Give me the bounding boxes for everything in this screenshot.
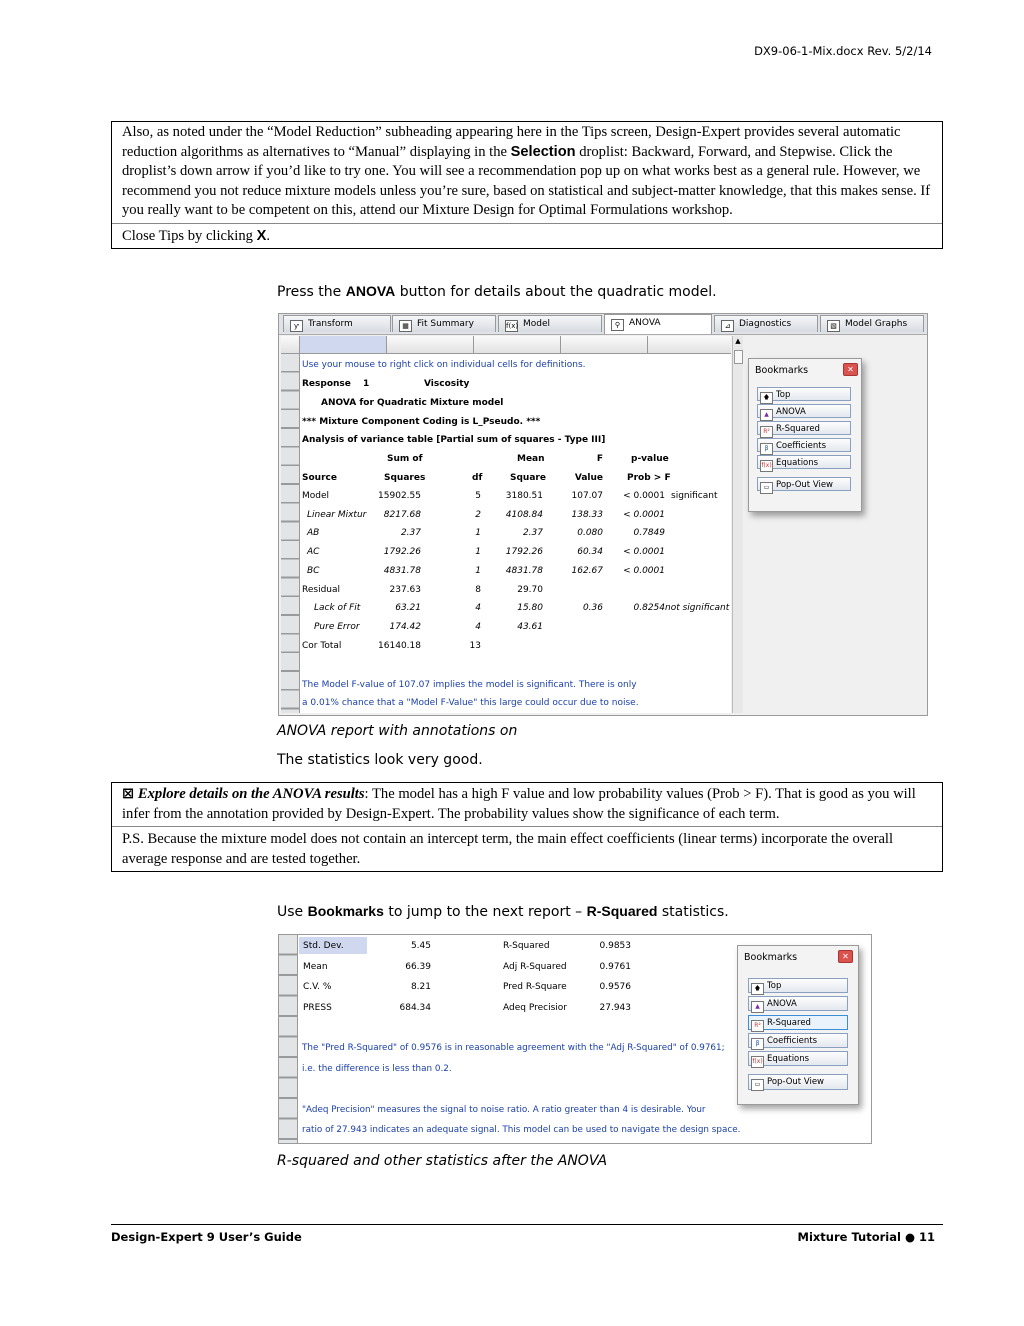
header-doc-ref: DX9-06-1-Mix.docx Rev. 5/2/14 — [754, 44, 932, 58]
tab-bar — [279, 314, 927, 335]
coding-text: *** Mixture Component Coding is L_Pseudo. *** — [302, 417, 541, 427]
column-header-strip — [281, 336, 731, 354]
bookmarks-panel — [748, 358, 862, 512]
rsq-cell-l[interactable]: Mean — [303, 961, 328, 972]
equations-icon: f(x) — [760, 460, 773, 472]
instruction-bookmarks: Use Bookmarks to jump to the next report – R-Squared statistics. — [277, 903, 729, 920]
r-squared-icon: R² — [760, 426, 773, 438]
caption-anova: ANOVA report with annotations on — [277, 723, 518, 739]
diagnostics-icon: ⊿ — [721, 320, 734, 332]
scroll-up-arrow-icon[interactable]: ▲ — [735, 337, 741, 345]
instruction-anova: Press the ANOVA button for details about the quadratic model. — [277, 283, 717, 300]
page-footer — [111, 1224, 943, 1244]
anova-cell-source[interactable]: Linear Mixtur — [307, 509, 367, 520]
bookmark-popout-button[interactable]: ▭ Pop-Out View — [757, 477, 851, 491]
anova-cell-source[interactable]: AB — [307, 528, 320, 539]
anova-cell-source[interactable]: Residual — [302, 584, 341, 595]
bookmark-r-squared-button[interactable]: R² R-Squared — [757, 421, 851, 435]
bookmarks-close-icon[interactable]: ✕ — [843, 363, 858, 376]
head-prob-f: Prob > F — [627, 473, 671, 483]
rsq-cell-rv[interactable]: 27.943 — [599, 1002, 631, 1013]
hint-text: Use your mouse to right click on individual cells for definitions. — [302, 360, 586, 370]
anova-cell-f[interactable]: 0.080 — [577, 528, 603, 539]
anova-cell-p[interactable]: < 0.0001 — [623, 491, 665, 501]
anova-cell-ss[interactable]: 174.42 — [389, 621, 421, 632]
rsq-cell-lv[interactable]: 684.34 — [399, 1002, 431, 1013]
close-x-term: X — [256, 227, 267, 244]
anova-cell-ss[interactable]: 8217.68 — [383, 509, 421, 520]
tab-diagnostics[interactable]: ⊿ Diagnostics — [714, 315, 818, 332]
anova-cell-ms[interactable]: 4108.84 — [505, 509, 543, 520]
rsq-note-1: The "Pred R-Squared" of 0.9576 is in reasonable agreement with the "Adj R-Squared" of 0.9761; — [302, 1043, 725, 1053]
tab-transform[interactable]: ƴ Transform — [283, 315, 391, 332]
anova-cell-df[interactable]: 2 — [475, 509, 481, 520]
tab-model[interactable]: f(x) Model — [498, 315, 602, 332]
rsq-note-3: "Adeq Precision" measures the signal to noise ratio. A ratio greater than 4 is desirable. Your — [302, 1105, 706, 1115]
rsq-cell-rv[interactable]: 0.9576 — [599, 982, 631, 992]
anova-screenshot — [278, 313, 928, 716]
anova-cell-ms[interactable]: 29.70 — [517, 584, 543, 595]
anova-cell-p[interactable]: 0.8254 — [633, 603, 665, 614]
r-squared-term: R-Squared — [586, 903, 658, 919]
anova-cell-note[interactable]: significant — [671, 491, 718, 501]
transform-icon: ƴ — [290, 320, 303, 332]
tip-box-model-reduction — [111, 121, 943, 249]
anova-icon: ▲ — [760, 409, 773, 421]
rsq-cell-l[interactable]: C.V. % — [303, 982, 332, 992]
rsq-cell-r[interactable]: Adj R-Squared — [503, 961, 567, 972]
r-squared-icon: R² — [751, 1020, 764, 1032]
anova-cell-p[interactable]: < 0.0001 — [623, 547, 665, 558]
equations-icon: f(x) — [751, 1056, 764, 1068]
rsq-cell-lv[interactable]: 5.45 — [410, 941, 431, 951]
bookmark-anova-button[interactable]: ▲ ANOVA — [748, 996, 848, 1011]
tip-paragraph: ⊠ Explore details on the ANOVA results: The model has a high F value and low probability values (Prob > F). That is good as you will infer from the annotation provided by Design-Expert. The probability values show the significance of each term. — [122, 785, 916, 822]
rsq-cell-l[interactable]: PRESS — [303, 1002, 332, 1013]
scroll-thumb[interactable] — [734, 350, 743, 364]
rsq-note-2: i.e. the difference is less than 0.2. — [302, 1064, 452, 1074]
response-number: 1 — [363, 379, 370, 389]
statistics-line: The statistics look very good. — [277, 752, 483, 768]
anova-cell-ss[interactable]: 237.63 — [389, 584, 421, 595]
anova-cell-source[interactable]: Model — [302, 491, 330, 501]
anova-grid[interactable] — [281, 336, 731, 713]
tip-ps-paragraph: P.S. Because the mixture model does not contain an intercept term, the main effect coefficients (linear terms) incorporate the overall average response and are tested together. — [112, 826, 942, 871]
head-df: df — [472, 473, 483, 483]
tip-box-icon: ⊠ — [122, 785, 135, 802]
anova-cell-f[interactable]: 107.07 — [571, 491, 603, 501]
response-name: Viscosity — [424, 379, 470, 389]
top-arrow-icon: 🡅 — [751, 983, 764, 995]
anova-cell-ms[interactable]: 2.37 — [522, 528, 543, 539]
rsq-cell-lv[interactable]: 66.39 — [405, 961, 431, 972]
head-source: Source — [302, 473, 337, 483]
anova-cell-source[interactable]: Cor Total — [302, 640, 342, 651]
coefficients-icon: β — [760, 443, 773, 455]
row-header-column — [279, 935, 298, 1143]
bookmark-anova-button[interactable]: ▲ ANOVA — [757, 404, 851, 418]
anova-cell-p[interactable]: 0.7849 — [633, 528, 665, 539]
anova-cell-f[interactable]: 0.36 — [582, 603, 603, 614]
anova-cell-ss[interactable]: 1792.26 — [383, 547, 421, 558]
head-squares: Squares — [384, 473, 426, 483]
bookmarks-term: Bookmarks — [307, 903, 384, 919]
bookmarks-title: Bookmarks — [755, 365, 809, 376]
anova-cell-ss[interactable]: 63.21 — [395, 603, 421, 614]
bookmark-coefficients-button[interactable]: β Coefficients — [748, 1033, 848, 1048]
bookmarks-panel — [737, 945, 859, 1105]
anova-note-1: The Model F-value of 107.07 implies the model is significant. There is only — [302, 680, 637, 690]
tip-box-anova-details — [111, 782, 943, 872]
anova-cell-ms[interactable]: 1792.26 — [505, 547, 543, 558]
anova-cell-ms[interactable]: 43.61 — [517, 621, 543, 632]
head-sum-of: Sum of — [387, 454, 423, 464]
tip-close-paragraph: Close Tips by clicking X. — [112, 223, 942, 249]
tab-model-graphs[interactable]: ▧ Model Graphs — [820, 315, 924, 332]
head-square: Square — [510, 473, 546, 483]
bookmark-equations-button[interactable]: f(x) Equations — [757, 455, 851, 469]
anova-cell-ss[interactable]: 16140.18 — [378, 640, 421, 651]
anova-note-2: a 0.01% chance that a "Model F-Value" this large could occur due to noise. — [302, 698, 639, 708]
anova-cell-f[interactable]: 162.67 — [571, 565, 603, 576]
anova-cell-ss[interactable]: 15902.55 — [378, 491, 421, 501]
bookmark-top-button[interactable]: 🡅 Top — [748, 978, 848, 993]
row-header-column — [281, 354, 300, 713]
caption-r-squared: R-squared and other statistics after the ANOVA — [277, 1153, 608, 1169]
footer-guide-title: Design-Expert 9 User’s Guide — [111, 1230, 302, 1244]
bookmarks-close-icon[interactable]: ✕ — [838, 950, 853, 963]
bookmark-popout-button[interactable]: ▭ Pop-Out View — [748, 1074, 848, 1090]
rsq-cell-lv[interactable]: 8.21 — [410, 982, 431, 992]
tab-fit-summary[interactable]: ▦ Fit Summary — [392, 315, 496, 332]
tab-anova[interactable]: ⚲ ANOVA — [604, 314, 712, 334]
rsq-cell-r[interactable]: Adeq Precisior — [503, 1002, 567, 1013]
selection-term: Selection — [510, 143, 576, 160]
bookmark-r-squared-button[interactable]: R² R-Squared — [748, 1015, 848, 1030]
anova-cell-df[interactable]: 13 — [469, 640, 481, 651]
anova-cell-ss[interactable]: 2.37 — [400, 528, 421, 539]
anova-cell-df[interactable]: 1 — [475, 547, 481, 558]
coefficients-icon: β — [751, 1038, 764, 1050]
anova-cell-source[interactable]: Pure Error — [314, 621, 360, 632]
rsq-cell-r[interactable]: R-Squared — [503, 941, 550, 951]
head-p-value: p-value — [631, 454, 669, 464]
model-graphs-icon: ▧ — [827, 320, 840, 332]
anova-cell-p[interactable]: < 0.0001 — [623, 565, 665, 576]
anova-cell-df[interactable]: 1 — [475, 528, 481, 539]
head-value: Value — [574, 473, 603, 483]
anova-cell-f[interactable]: 60.34 — [577, 547, 603, 558]
footer-page-label: Mixture Tutorial ● 11 — [797, 1230, 935, 1244]
head-f: F — [596, 454, 603, 464]
anova-cell-f[interactable]: 138.33 — [571, 509, 603, 520]
explore-details-term: Explore details on the ANOVA results — [137, 786, 365, 802]
rsq-cell-rv[interactable]: 0.9853 — [599, 941, 631, 951]
anova-cell-df[interactable]: 5 — [475, 491, 481, 501]
anova-cell-df[interactable]: 1 — [475, 565, 481, 576]
bookmark-equations-button[interactable]: f(x) Equations — [748, 1051, 848, 1066]
bookmark-coefficients-button[interactable]: β Coefficients — [757, 438, 851, 452]
anova-cell-ms[interactable]: 4831.78 — [505, 565, 543, 576]
vertical-scrollbar[interactable] — [732, 336, 743, 713]
anova-cell-ms[interactable]: 3180.51 — [505, 491, 543, 501]
popout-icon: ▭ — [751, 1079, 764, 1091]
fit-summary-icon: ▦ — [399, 320, 412, 332]
model-icon: f(x) — [506, 322, 519, 330]
tip-paragraph: Also, as noted under the “Model Reduction” subheading appearing here in the Tips screen, Design-Expert provides several automatic reduction algorithms as alternatives to “Manual” displaying in the Selection droplist: Backward, Forward, and Stepwise. Click the droplist’s down arrow if you’d like to try one. You will see a recommendation pop up on what works best as a general rule. However, we recommend you not reduce mixture models unless you’re sure, based on statistical and subject-matter knowledge, that this makes sense. If you really want to be competent on this, attend our Mixture Design for Optimal Formulations workshop. — [122, 124, 931, 218]
r-squared-screenshot — [278, 934, 872, 1144]
anova-icon: ⚲ — [611, 319, 624, 331]
anova-cell-source[interactable]: Lack of Fit — [314, 603, 361, 614]
anova-cell-source[interactable]: AC — [307, 547, 320, 558]
anova-cell-p[interactable]: < 0.0001 — [623, 509, 665, 520]
rsq-cell-rv[interactable]: 0.9761 — [599, 961, 631, 972]
anova-cell-source[interactable]: BC — [307, 565, 320, 576]
anova-cell-df[interactable]: 4 — [475, 603, 481, 614]
anova-title: ANOVA for Quadratic Mixture model — [321, 398, 504, 408]
rsq-cell-r[interactable]: Pred R-Square — [503, 982, 567, 992]
head-mean: Mean — [517, 454, 545, 464]
top-arrow-icon: 🡅 — [760, 392, 773, 404]
anova-term: ANOVA — [345, 283, 396, 299]
bookmarks-title: Bookmarks — [744, 952, 798, 963]
anova-cell-ms[interactable]: 15.80 — [517, 603, 543, 614]
rsq-note-4: ratio of 27.943 indicates an adequate signal. This model can be used to navigate the design space. — [302, 1125, 741, 1135]
rsq-cell-l[interactable]: Std. Dev. — [303, 941, 344, 951]
anova-cell-ss[interactable]: 4831.78 — [383, 565, 421, 576]
analysis-table-title: Analysis of variance table [Partial sum of squares - Type III] — [302, 435, 606, 445]
response-label: Response — [302, 379, 351, 389]
anova-cell-df[interactable]: 4 — [475, 621, 481, 632]
popout-icon: ▭ — [760, 482, 773, 494]
bookmark-top-button[interactable]: 🡅 Top — [757, 387, 851, 401]
anova-cell-note[interactable]: not significant — [665, 603, 730, 614]
anova-cell-df[interactable]: 8 — [475, 584, 481, 595]
anova-icon: ▲ — [751, 1001, 764, 1013]
